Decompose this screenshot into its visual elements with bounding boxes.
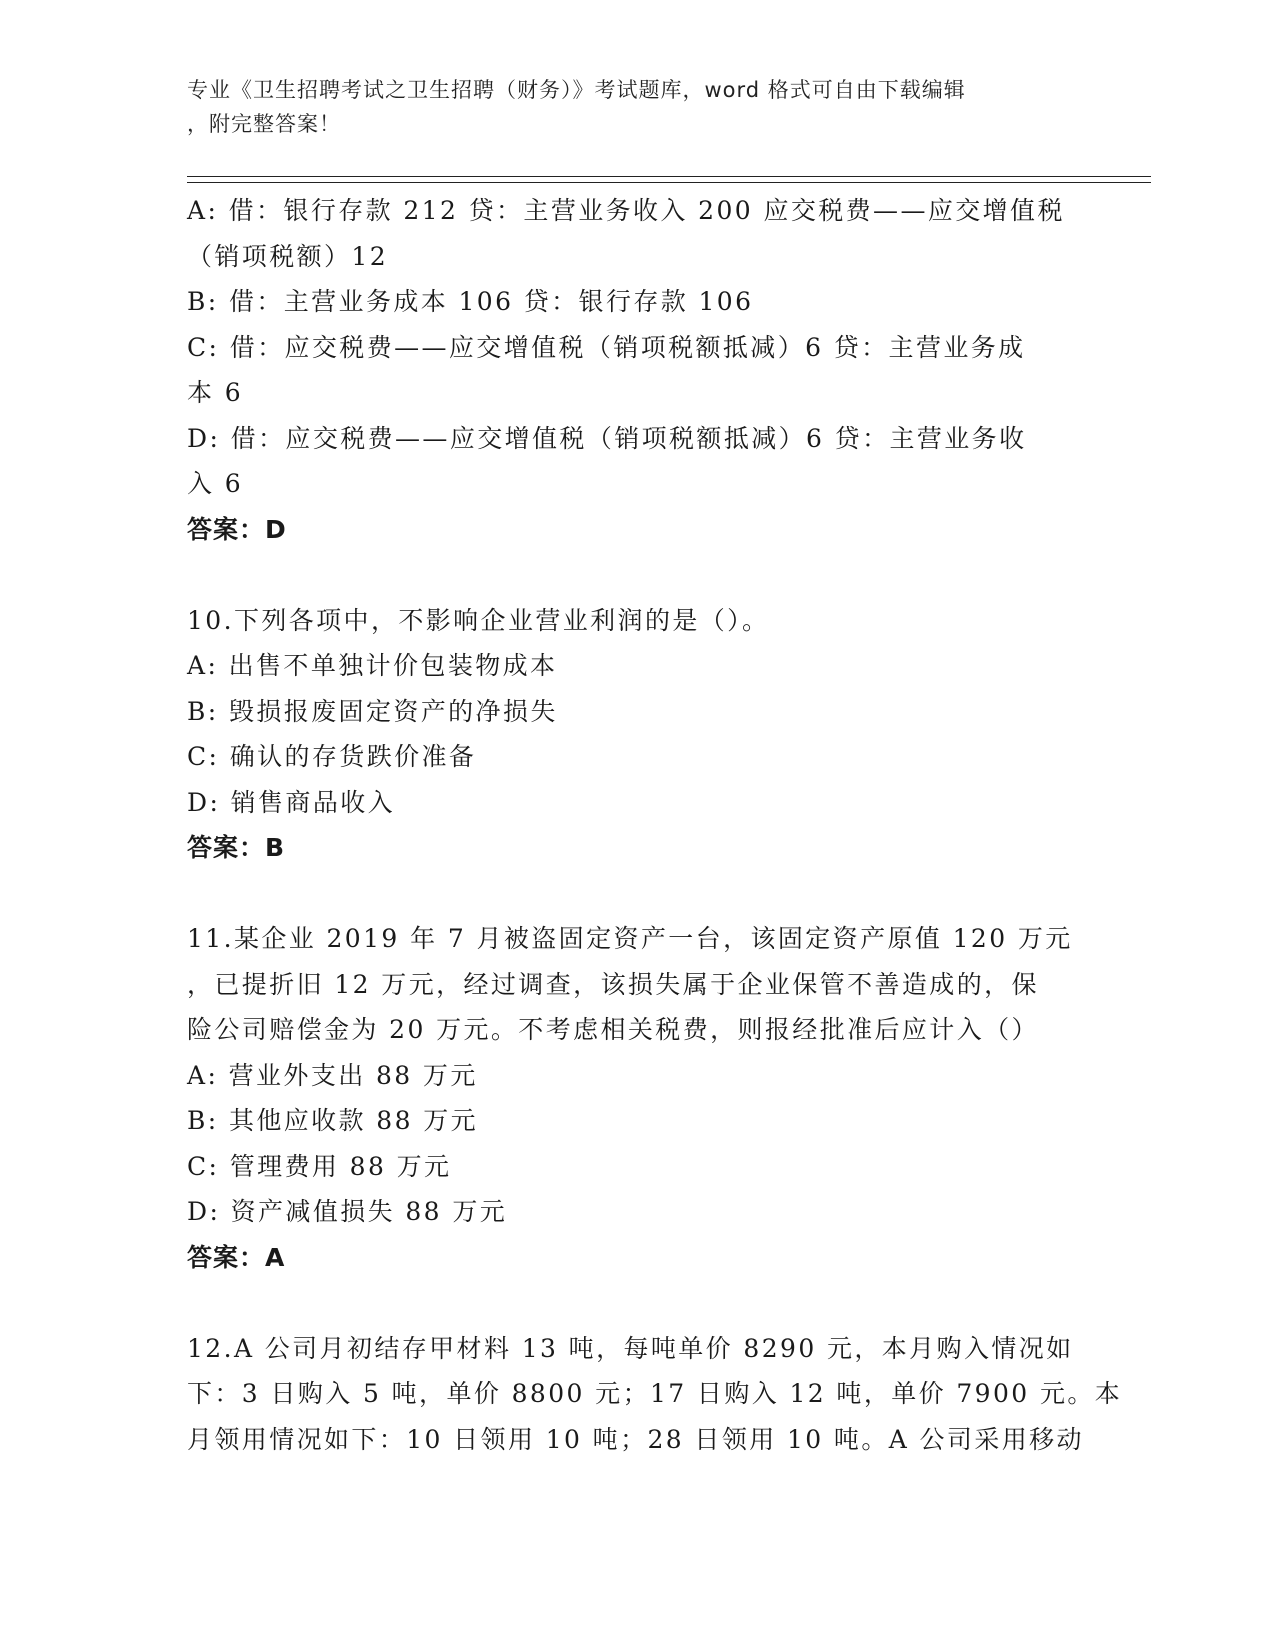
- answer-11: 答案：A: [187, 1242, 286, 1272]
- option-d-line-1: D: 借：应交税费——应交增值税（销项税额抵减）6 贷：主营业务收: [187, 423, 1027, 453]
- question-12-stem-line-2: 下：3 日购入 5 吨，单价 8800 元；17 日购入 12 吨，单价 7900 元。本: [187, 1379, 1123, 1408]
- header-line-1: 专业《卫生招聘考试之卫生招聘（财务）》考试题库，word 格式可自由下载编辑: [187, 78, 966, 102]
- option-c: C: 管理费用 88 万元: [187, 1151, 452, 1181]
- spacer: [187, 871, 1087, 917]
- question-9-options: [187, 188, 1087, 552]
- header-divider-bottom: [187, 182, 1151, 183]
- option-c-line-1: C: 借：应交税费——应交增值税（销项税额抵减）6 贷：主营业务成: [187, 332, 1026, 362]
- option-a-line-1: A: 借：银行存款 212 贷：主营业务收入 200 应交税费——应交增值税: [187, 196, 1065, 225]
- option-a: A: 出售不单独计价包装物成本: [187, 651, 558, 680]
- question-12-stem-line-1: 12.A 公司月初结存甲材料 13 吨，每吨单价 8290 元，本月购入情况如: [187, 1333, 1074, 1363]
- question-12: [187, 1326, 1123, 1463]
- document-body: [187, 188, 1123, 1462]
- spacer: [187, 1280, 1087, 1326]
- option-d: D: 资产减值损失 88 万元: [187, 1197, 508, 1226]
- option-b: B: 毁损报废固定资产的净损失: [187, 696, 558, 726]
- answer-9: 答案：D: [187, 514, 287, 544]
- option-c: C: 确认的存货跌价准备: [187, 742, 477, 771]
- option-d-line-2: 入 6: [187, 469, 244, 498]
- question-11-stem-line-1: 11.某企业 2019 年 7 月被盗固定资产一台，该固定资产原值 120 万元: [187, 924, 1073, 953]
- question-11-stem-line-2: ，已提折旧 12 万元，经过调查，该损失属于企业保管不善造成的，保: [187, 969, 1039, 999]
- answer-10: 答案：B: [187, 833, 286, 862]
- question-11: [187, 916, 1087, 1280]
- option-d: D: 销售商品收入: [187, 787, 396, 817]
- question-10: [187, 598, 1087, 871]
- question-11-stem-line-3: 险公司赔偿金为 20 万元。不考虑相关税费，则报经批准后应计入（）: [187, 1015, 1039, 1044]
- question-12-stem-line-3: 月领用情况如下：10 日领用 10 吨；28 日领用 10 吨。A 公司采用移动: [187, 1424, 1084, 1454]
- option-a-line-2: （销项税额）12: [187, 241, 389, 271]
- question-10-stem: 10.下列各项中，不影响企业营业利润的是（）。: [187, 605, 770, 635]
- page-header: [187, 73, 1087, 141]
- option-c-line-2: 本 6: [187, 378, 244, 407]
- header-line-2: ，附完整答案！: [187, 112, 341, 136]
- option-b: B: 其他应收款 88 万元: [187, 1106, 479, 1135]
- option-a: A: 营业外支出 88 万元: [187, 1060, 478, 1090]
- option-b: B: 借：主营业务成本 106 贷：银行存款 106: [187, 287, 754, 316]
- header-divider-top: [187, 176, 1151, 177]
- spacer: [187, 552, 1087, 598]
